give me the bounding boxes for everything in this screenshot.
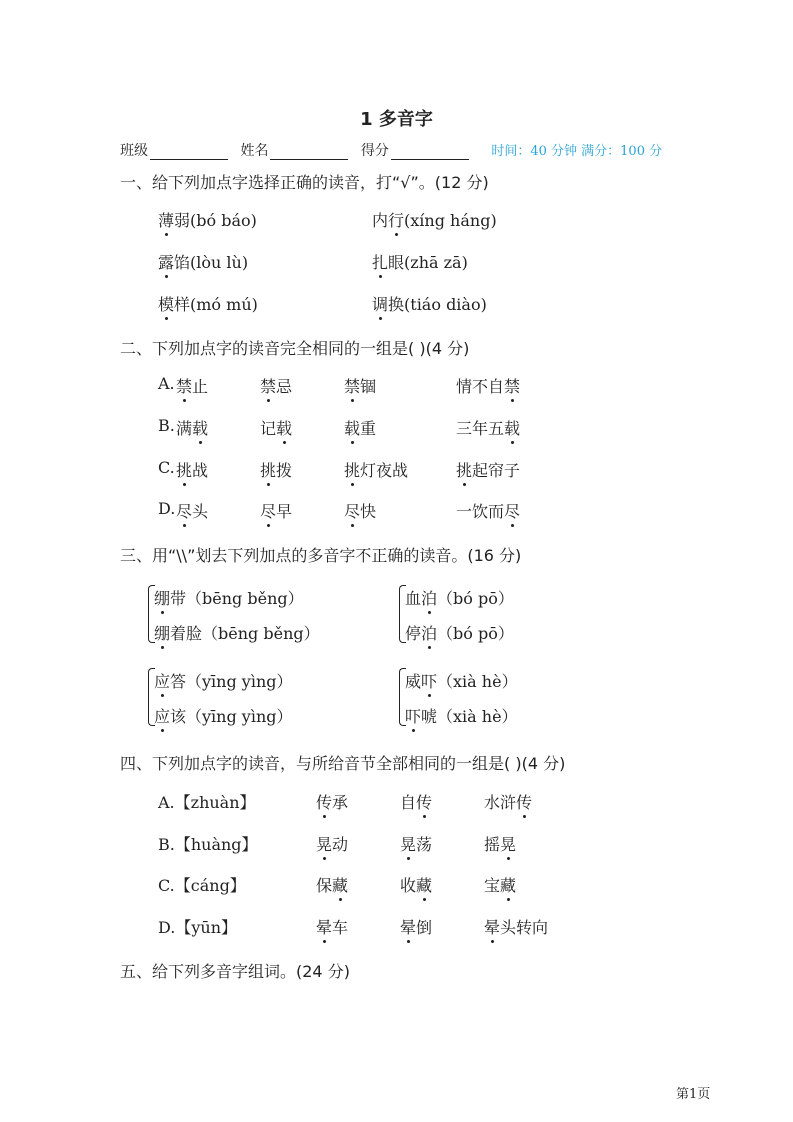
s1-item: 扎眼(zhā zā) (372, 253, 468, 272)
s2-word: 记载 (260, 419, 293, 438)
section3-heading: 三、用“\\”划去下列加点的多音字不正确的读音。(16 分) (120, 546, 522, 565)
section2-heading: 二、下列加点字的读音完全相同的一组是( )(4 分) (120, 339, 470, 358)
score-label: 得分 (360, 143, 389, 159)
time-info: 时间：40 分钟 满分：100 分 (491, 144, 663, 159)
name-blank (270, 145, 348, 160)
class-label: 班级 (120, 143, 148, 159)
s4-word: 自传 (400, 793, 433, 812)
s4-word: 收藏 (400, 876, 433, 895)
s4-word: 摇晃 (484, 835, 517, 854)
s2-word: 禁止 (176, 377, 209, 396)
s4-word: 传承 (316, 793, 349, 812)
s2-word: 挑灯夜战 (344, 461, 409, 480)
s2-word: 载重 (344, 419, 377, 438)
s4-word: 晕车 (316, 918, 349, 937)
s2-option-label: C. (158, 458, 175, 477)
s4-option-label: A.【zhuàn】 (158, 793, 256, 812)
s4-word: 晕倒 (400, 918, 433, 937)
s2-word: 挑拨 (260, 461, 293, 480)
s3-item: 绷带（bēng běng） (154, 589, 304, 608)
student-info-line (120, 140, 662, 160)
s3-item: 停泊（bó pō） (405, 624, 514, 643)
s2-word: 一饮而尽 (456, 502, 521, 521)
s4-word: 晃荡 (400, 835, 433, 854)
s1-item: 薄弱(bó báo) (158, 211, 257, 230)
s2-word: 挑战 (176, 461, 209, 480)
page-number: 第1页 (676, 1087, 711, 1102)
section5-heading: 五、给下列多音字组词。(24 分) (120, 962, 350, 981)
class-blank (150, 145, 228, 160)
s1-item: 模样(mó mú) (158, 295, 258, 314)
s4-option-label: D.【yūn】 (158, 918, 237, 937)
s3-item: 吓唬（xià hè） (405, 707, 518, 726)
s1-item: 内行(xíng háng) (372, 211, 497, 230)
section1-heading: 一、给下列加点字选择正确的读音，打“√”。(12 分) (120, 173, 489, 192)
s3-item: 绷着脸（bēng běng） (154, 624, 320, 643)
s3-item: 应答（yīng yìng） (154, 672, 293, 691)
score-blank (391, 145, 469, 160)
s4-word: 晃动 (316, 835, 349, 854)
s2-word: 尽快 (344, 502, 377, 521)
name-label: 姓名 (240, 143, 269, 159)
s4-option-label: C.【cáng】 (158, 876, 246, 895)
s2-word: 挑起帘子 (456, 461, 521, 480)
s4-word: 晕头转向 (484, 918, 549, 937)
s2-option-label: D. (158, 499, 176, 518)
s1-item: 调换(tiáo diào) (372, 295, 487, 314)
s2-word: 尽早 (260, 502, 293, 521)
s2-word: 满载 (176, 419, 209, 438)
s3-item: 血泊（bó pō） (405, 589, 514, 608)
page-title: 1 多音字 (360, 109, 433, 130)
s2-word: 情不自禁 (456, 377, 521, 396)
s2-word: 尽头 (176, 502, 209, 521)
s4-word: 水浒传 (484, 793, 533, 812)
s3-item: 应该（yīng yìng） (154, 707, 293, 726)
s2-option-label: A. (158, 374, 175, 393)
s4-word: 宝藏 (484, 876, 517, 895)
s2-option-label: B. (158, 416, 175, 435)
s3-item: 威吓（xià hè） (405, 672, 518, 691)
s4-word: 保藏 (316, 876, 349, 895)
section4-heading: 四、下列加点字的读音，与所给音节全部相同的一组是( )(4 分) (120, 754, 566, 773)
s2-word: 禁忌 (260, 377, 293, 396)
s4-option-label: B.【huàng】 (158, 835, 258, 854)
s2-word: 三年五载 (456, 419, 521, 438)
s2-word: 禁锢 (344, 377, 377, 396)
s1-item: 露馅(lòu lù) (158, 253, 249, 272)
